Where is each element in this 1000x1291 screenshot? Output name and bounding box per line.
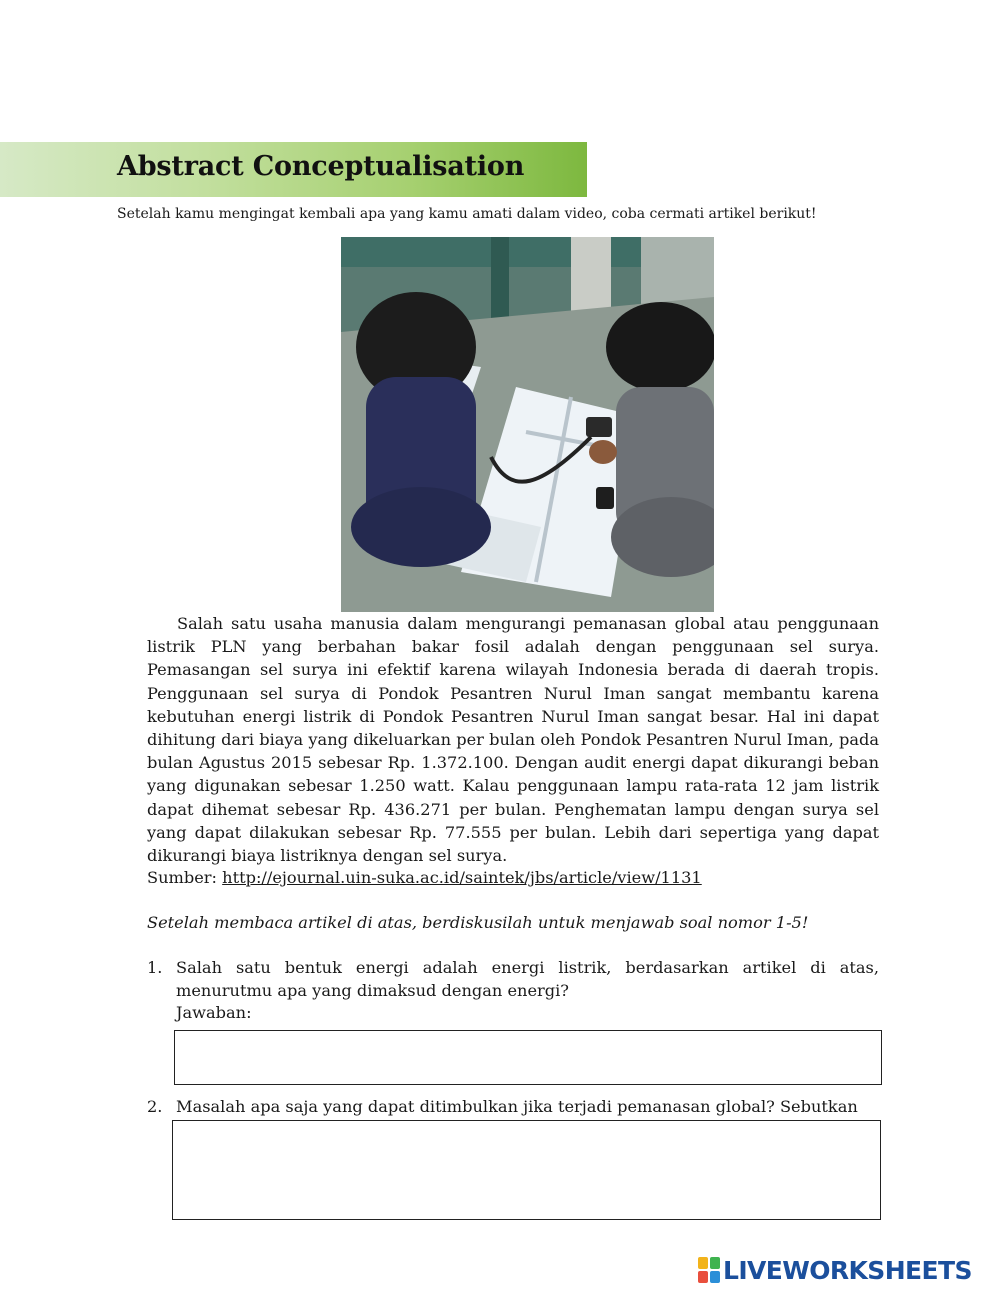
intro-text: Setelah kamu mengingat kembali apa yang kamu amati dalam video, coba cermati artikel berikut! (117, 206, 817, 222)
article-photo (341, 237, 714, 612)
source-link[interactable]: http://ejournal.uin-suka.ac.id/saintek/jbs/article/view/1131 (222, 868, 702, 887)
question-text: Masalah apa saja yang dapat ditimbulkan jika terjadi pemanasan global? Sebutkan (176, 1097, 858, 1116)
answer-label: Jawaban: (176, 1003, 252, 1022)
liveworksheets-logo (698, 1256, 972, 1284)
answer-box-1[interactable] (174, 1030, 882, 1085)
article-source (147, 866, 702, 889)
question-text: Salah satu bentuk energi adalah energi listrik, berdasarkan artikel di atas, menurutmu apa yang dimaksud dengan energi? (176, 958, 879, 1000)
source-label: Sumber: (147, 868, 223, 887)
question-number: 1. (147, 958, 163, 977)
logo-text: LIVEWORKSHEETS (723, 1255, 972, 1285)
question-number: 2. (147, 1097, 163, 1116)
logo-blocks-icon (698, 1257, 720, 1283)
discussion-instruction: Setelah membaca artikel di atas, berdiskusilah untuk menjawab soal nomor 1-5! (147, 913, 809, 932)
article-body: Salah satu usaha manusia dalam mengurangi pemanasan global atau penggunaan listrik PLN yang berbahan bakar fosil adalah dengan penggunaan sel surya. Pemasangan sel surya ini efektif karena wilayah Indonesia berada di daerah tropis. Penggunaan sel surya di Pondok Pesantren Nurul Iman sangat membantu karena kebutuhan energi listrik di Pondok Pesantren Nurul Iman sangat besar. Hal ini dapat dihitung dari biaya yang dikeluarkan per bulan oleh Pondok Pesantren Nurul Iman, pada bulan Agustus 2015 sebesar Rp. 1.372.100. Dengan audit energi dapat dikurangi beban yang digunakan sebesar 1.250 watt. Kalau penggunaan lampu rata-rata 12 jam listrik dapat dihemat sebesar Rp. 436.271 per bulan. Penghematan lampu dengan surya sel yang dapat dilakukan sebesar Rp. 77.555 per bulan. Lebih dari sepertiga yang dapat dikurangi biaya listriknya dengan sel surya. (147, 614, 879, 866)
answer-box-2[interactable] (172, 1120, 881, 1220)
question-1 (147, 957, 879, 1025)
section-title: Abstract Conceptualisation (117, 151, 525, 182)
